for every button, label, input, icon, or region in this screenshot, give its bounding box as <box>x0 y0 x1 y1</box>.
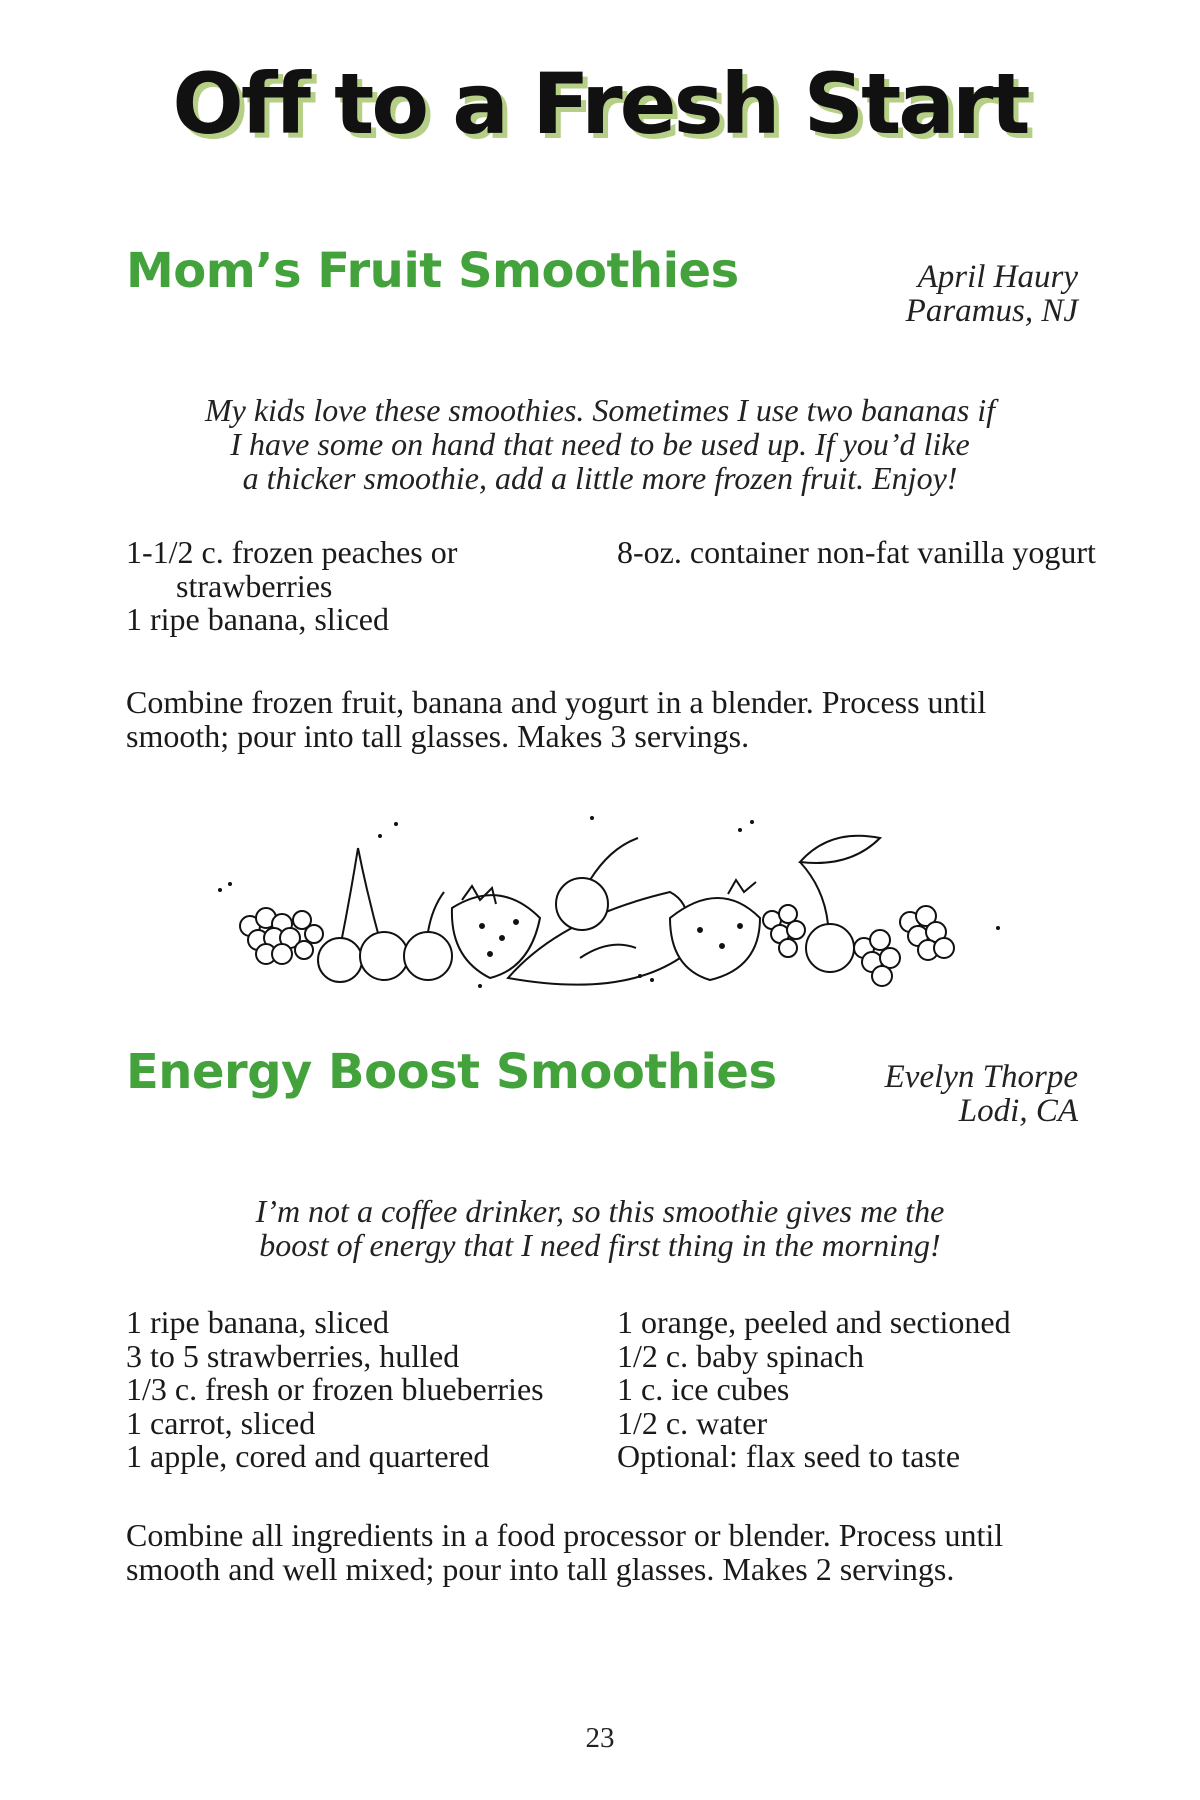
ingredient-item: 1-1/2 c. frozen peaches or strawberries <box>126 534 458 604</box>
ingredient-item: 1/3 c. fresh or frozen blueberries <box>126 1371 544 1407</box>
intro-line: a thicker smoothie, add a little more frozen fruit. Enjoy! <box>242 460 958 496</box>
recipe-directions: Combine frozen fruit, banana and yogurt in a blender. Process until smooth; pour into tall glasses. Makes 3 servings. <box>126 684 987 754</box>
ingredient-item: 3 to 5 strawberries, hulled <box>126 1337 460 1374</box>
recipe-author <box>906 260 1078 328</box>
author-name: April Haury <box>917 259 1078 295</box>
ingredient-item: 1 apple, cored and quartered <box>126 1438 490 1474</box>
ingredient-item: 8-oz. container non-fat vanilla yogurt <box>617 534 1096 570</box>
page-number: 23 <box>585 1722 615 1754</box>
author-location: Paramus, NJ <box>905 293 1078 329</box>
intro-line: My kids love these smoothies. Sometimes I use two bananas if <box>204 392 996 428</box>
cherry-icon <box>318 848 452 982</box>
recipe-author <box>885 1060 1078 1128</box>
intro-line: I’m not a coffee drinker, so this smoothie gives me the <box>255 1193 945 1229</box>
ingredient-item: 1/2 c. water <box>617 1404 768 1441</box>
ingredients-left <box>126 1306 606 1474</box>
ingredients-right <box>617 536 1097 570</box>
ingredient-item: 1 carrot, sliced <box>126 1404 316 1441</box>
intro-line: I have some on hand that need to be used up. If you’d like <box>230 426 970 462</box>
recipe-intro <box>126 1194 1074 1262</box>
ingredient-item: Optional: flax seed to taste <box>617 1438 961 1474</box>
strawberry-icon <box>670 880 760 980</box>
recipe-directions: Combine all ingredients in a food processor or blender. Process until smooth and well mixed; pour into tall glasses. Makes 2 servings. <box>126 1517 1004 1587</box>
ingredient-item: 1 c. ice cubes <box>617 1371 790 1407</box>
intro-line: boost of energy that I need first thing in the morning! <box>259 1227 941 1263</box>
raspberry-icon <box>763 905 805 957</box>
author-location: Lodi, CA <box>958 1093 1078 1129</box>
ingredients-right <box>617 1306 1097 1474</box>
ingredient-item: 1 ripe banana, sliced <box>126 1304 389 1340</box>
blackberry-icon <box>854 906 954 986</box>
recipe-title: Mom’s Fruit Smoothies <box>126 243 739 299</box>
raspberry-icon <box>240 908 323 964</box>
ingredient-item: 1 ripe banana, sliced <box>126 601 389 637</box>
recipe-intro <box>126 393 1074 495</box>
ingredient-item: 1 orange, peeled and sectioned <box>617 1304 1011 1340</box>
fruit-border-illustration <box>200 808 1000 998</box>
page-title: Off to a Fresh Start <box>172 55 1028 153</box>
ingredient-item: 1/2 c. baby spinach <box>617 1337 865 1374</box>
recipe-title: Energy Boost Smoothies <box>126 1044 777 1100</box>
ingredients-left <box>126 536 596 637</box>
author-name: Evelyn Thorpe <box>884 1059 1078 1095</box>
